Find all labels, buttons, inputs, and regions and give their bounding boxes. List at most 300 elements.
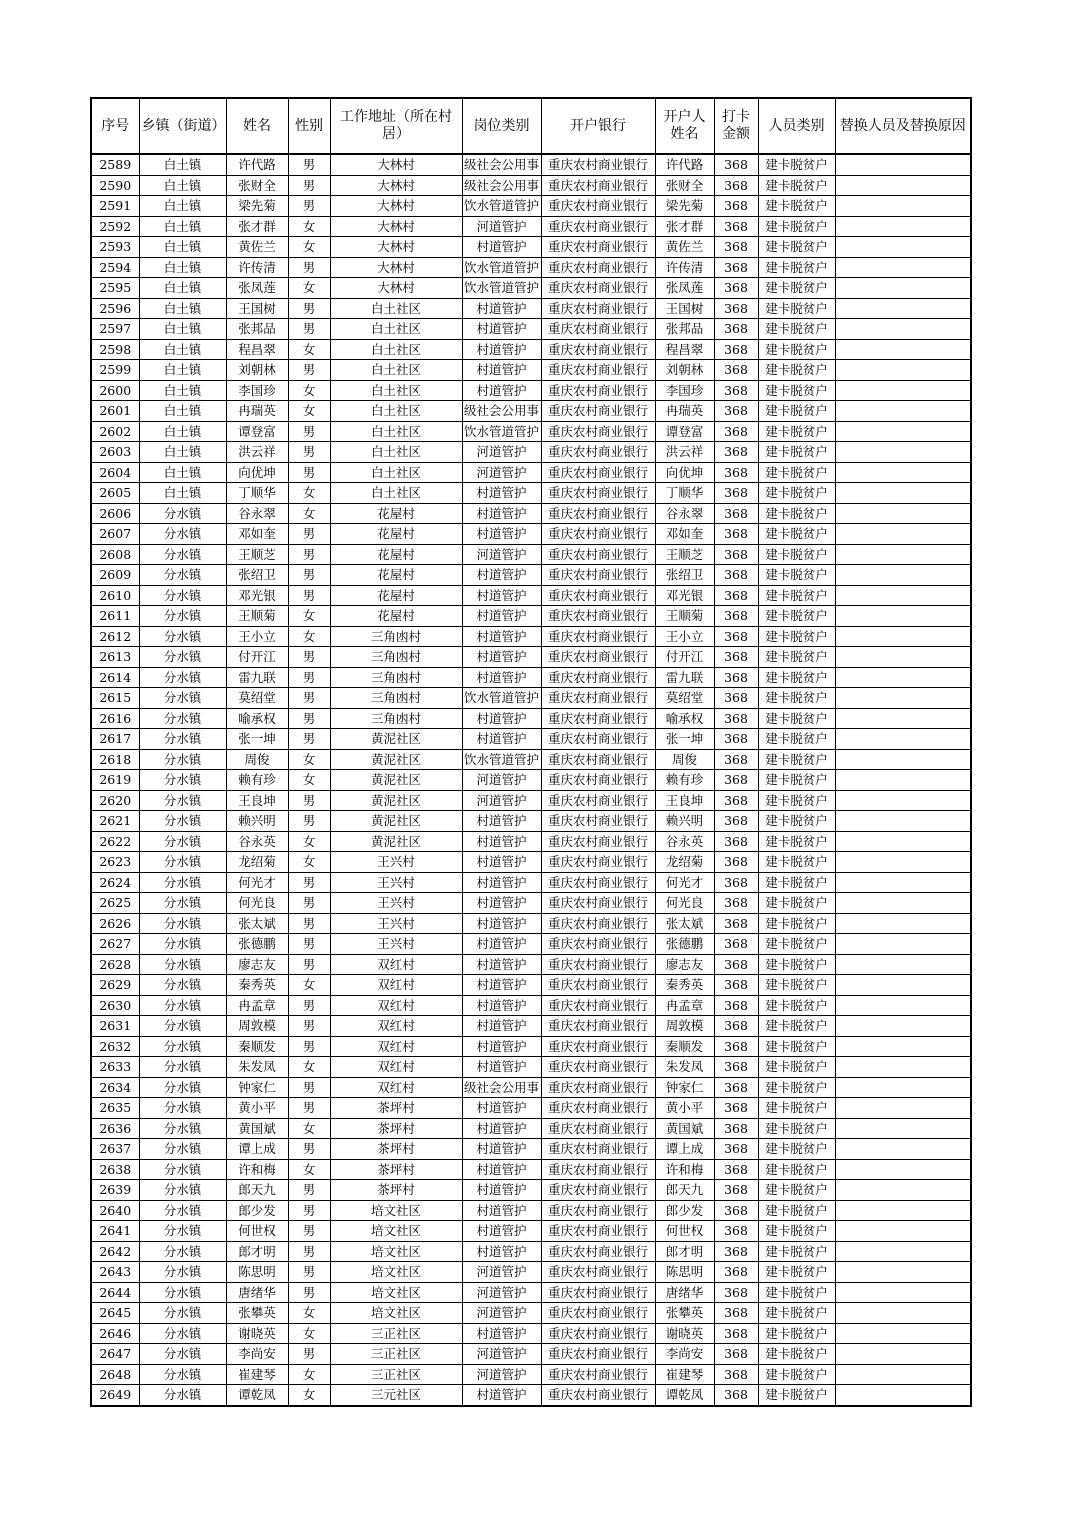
col-header-work-address: 工作地址（所在村居） xyxy=(330,98,462,154)
cell-index: 2595 xyxy=(91,278,139,299)
cell-account-holder: 张财全 xyxy=(655,175,714,196)
cell-amount: 368 xyxy=(714,811,758,832)
cell-account-holder: 周俊 xyxy=(655,749,714,770)
cell-bank: 重庆农村商业银行 xyxy=(541,647,655,668)
col-header-account-holder: 开户人姓名 xyxy=(655,98,714,154)
cell-gender: 女 xyxy=(288,339,330,360)
cell-account-holder: 莫绍堂 xyxy=(655,688,714,709)
table-row xyxy=(91,1262,971,1283)
cell-replacement xyxy=(835,1139,971,1160)
cell-index: 2607 xyxy=(91,524,139,545)
cell-post-category: 河道管护 xyxy=(462,462,541,483)
cell-amount: 368 xyxy=(714,544,758,565)
cell-name: 张才群 xyxy=(226,216,288,237)
cell-name: 王良坤 xyxy=(226,790,288,811)
cell-index: 2643 xyxy=(91,1262,139,1283)
cell-work-address: 白土社区 xyxy=(330,421,462,442)
cell-township: 白土镇 xyxy=(139,319,226,340)
cell-gender: 女 xyxy=(288,1118,330,1139)
cell-replacement xyxy=(835,1221,971,1242)
cell-person-category: 建卡脱贫户 xyxy=(758,1057,835,1078)
cell-index: 2602 xyxy=(91,421,139,442)
cell-account-holder: 雷九联 xyxy=(655,667,714,688)
cell-account-holder: 付开江 xyxy=(655,647,714,668)
cell-person-category: 建卡脱贫户 xyxy=(758,1159,835,1180)
cell-bank: 重庆农村商业银行 xyxy=(541,606,655,627)
cell-name: 钟家仁 xyxy=(226,1077,288,1098)
cell-replacement xyxy=(835,462,971,483)
cell-township: 分水镇 xyxy=(139,606,226,627)
cell-post-category: 级社会公用事 xyxy=(462,1077,541,1098)
cell-name: 张凤莲 xyxy=(226,278,288,299)
cell-post-category: 村道管护 xyxy=(462,954,541,975)
cell-gender: 男 xyxy=(288,1180,330,1201)
table-row xyxy=(91,1057,971,1078)
cell-work-address: 双红村 xyxy=(330,954,462,975)
cell-index: 2596 xyxy=(91,298,139,319)
cell-bank: 重庆农村商业银行 xyxy=(541,708,655,729)
cell-person-category: 建卡脱贫户 xyxy=(758,647,835,668)
cell-person-category: 建卡脱贫户 xyxy=(758,1364,835,1385)
cell-gender: 男 xyxy=(288,298,330,319)
cell-post-category: 村道管护 xyxy=(462,339,541,360)
cell-account-holder: 张凤莲 xyxy=(655,278,714,299)
cell-replacement xyxy=(835,1241,971,1262)
cell-post-category: 村道管护 xyxy=(462,360,541,381)
cell-index: 2649 xyxy=(91,1385,139,1406)
cell-work-address: 培文社区 xyxy=(330,1282,462,1303)
cell-replacement xyxy=(835,319,971,340)
cell-name: 谷永英 xyxy=(226,831,288,852)
cell-post-category: 河道管护 xyxy=(462,1364,541,1385)
cell-account-holder: 谢晓英 xyxy=(655,1323,714,1344)
cell-amount: 368 xyxy=(714,852,758,873)
table-row xyxy=(91,770,971,791)
cell-bank: 重庆农村商业银行 xyxy=(541,770,655,791)
cell-bank: 重庆农村商业银行 xyxy=(541,1118,655,1139)
col-header-person-category: 人员类别 xyxy=(758,98,835,154)
cell-amount: 368 xyxy=(714,442,758,463)
table-row xyxy=(91,606,971,627)
cell-amount: 368 xyxy=(714,298,758,319)
cell-township: 分水镇 xyxy=(139,1159,226,1180)
cell-township: 白土镇 xyxy=(139,298,226,319)
cell-amount: 368 xyxy=(714,1159,758,1180)
cell-work-address: 三角凼村 xyxy=(330,667,462,688)
cell-work-address: 黄泥社区 xyxy=(330,831,462,852)
cell-name: 陈思明 xyxy=(226,1262,288,1283)
cell-name: 冉孟章 xyxy=(226,995,288,1016)
cell-index: 2628 xyxy=(91,954,139,975)
cell-replacement xyxy=(835,175,971,196)
col-header-gender: 性别 xyxy=(288,98,330,154)
col-header-post-category: 岗位类别 xyxy=(462,98,541,154)
table-row xyxy=(91,790,971,811)
cell-index: 2621 xyxy=(91,811,139,832)
cell-person-category: 建卡脱贫户 xyxy=(758,831,835,852)
cell-name: 郎天九 xyxy=(226,1180,288,1201)
cell-work-address: 大林村 xyxy=(330,175,462,196)
cell-bank: 重庆农村商业银行 xyxy=(541,872,655,893)
table-row xyxy=(91,1221,971,1242)
cell-person-category: 建卡脱贫户 xyxy=(758,708,835,729)
cell-replacement xyxy=(835,811,971,832)
cell-township: 分水镇 xyxy=(139,1262,226,1283)
table-row xyxy=(91,1344,971,1365)
cell-index: 2605 xyxy=(91,483,139,504)
cell-person-category: 建卡脱贫户 xyxy=(758,154,835,175)
table-row xyxy=(91,1282,971,1303)
cell-post-category: 饮水管道管护 xyxy=(462,749,541,770)
cell-amount: 368 xyxy=(714,1241,758,1262)
cell-township: 分水镇 xyxy=(139,524,226,545)
cell-index: 2648 xyxy=(91,1364,139,1385)
cell-post-category: 饮水管道管护 xyxy=(462,196,541,217)
table-row xyxy=(91,380,971,401)
cell-amount: 368 xyxy=(714,175,758,196)
cell-index: 2615 xyxy=(91,688,139,709)
cell-name: 赖兴明 xyxy=(226,811,288,832)
cell-bank: 重庆农村商业银行 xyxy=(541,667,655,688)
cell-replacement xyxy=(835,1016,971,1037)
cell-replacement xyxy=(835,667,971,688)
cell-index: 2636 xyxy=(91,1118,139,1139)
cell-township: 分水镇 xyxy=(139,934,226,955)
table-row xyxy=(91,1364,971,1385)
cell-township: 白土镇 xyxy=(139,154,226,175)
cell-amount: 368 xyxy=(714,749,758,770)
cell-account-holder: 张绍卫 xyxy=(655,565,714,586)
cell-account-holder: 王良坤 xyxy=(655,790,714,811)
cell-township: 分水镇 xyxy=(139,667,226,688)
cell-account-holder: 龙绍菊 xyxy=(655,852,714,873)
cell-township: 分水镇 xyxy=(139,1036,226,1057)
cell-bank: 重庆农村商业银行 xyxy=(541,688,655,709)
cell-post-category: 村道管护 xyxy=(462,811,541,832)
cell-amount: 368 xyxy=(714,257,758,278)
cell-bank: 重庆农村商业银行 xyxy=(541,1323,655,1344)
cell-account-holder: 张才群 xyxy=(655,216,714,237)
cell-amount: 368 xyxy=(714,503,758,524)
cell-bank: 重庆农村商业银行 xyxy=(541,790,655,811)
cell-amount: 368 xyxy=(714,647,758,668)
cell-account-holder: 钟家仁 xyxy=(655,1077,714,1098)
cell-account-holder: 喻承权 xyxy=(655,708,714,729)
cell-township: 白土镇 xyxy=(139,216,226,237)
cell-account-holder: 郎少发 xyxy=(655,1200,714,1221)
cell-index: 2620 xyxy=(91,790,139,811)
cell-index: 2633 xyxy=(91,1057,139,1078)
cell-index: 2637 xyxy=(91,1139,139,1160)
cell-person-category: 建卡脱贫户 xyxy=(758,975,835,996)
cell-gender: 男 xyxy=(288,1016,330,1037)
cell-bank: 重庆农村商业银行 xyxy=(541,1221,655,1242)
cell-replacement xyxy=(835,360,971,381)
cell-amount: 368 xyxy=(714,339,758,360)
table-row xyxy=(91,216,971,237)
cell-township: 分水镇 xyxy=(139,1098,226,1119)
cell-person-category: 建卡脱贫户 xyxy=(758,1323,835,1344)
cell-replacement xyxy=(835,196,971,217)
cell-person-category: 建卡脱贫户 xyxy=(758,1385,835,1406)
cell-work-address: 三角凼村 xyxy=(330,647,462,668)
cell-name: 何光才 xyxy=(226,872,288,893)
cell-person-category: 建卡脱贫户 xyxy=(758,483,835,504)
cell-replacement xyxy=(835,831,971,852)
cell-post-category: 村道管护 xyxy=(462,913,541,934)
cell-bank: 重庆农村商业银行 xyxy=(541,1139,655,1160)
cell-index: 2616 xyxy=(91,708,139,729)
cell-township: 分水镇 xyxy=(139,749,226,770)
table-row xyxy=(91,1200,971,1221)
col-header-replacement: 替换人员及替换原因 xyxy=(835,98,971,154)
cell-township: 分水镇 xyxy=(139,1139,226,1160)
cell-replacement xyxy=(835,934,971,955)
cell-post-category: 河道管护 xyxy=(462,790,541,811)
cell-gender: 男 xyxy=(288,729,330,750)
cell-township: 分水镇 xyxy=(139,1057,226,1078)
cell-replacement xyxy=(835,442,971,463)
cell-gender: 男 xyxy=(288,544,330,565)
cell-name: 丁顺华 xyxy=(226,483,288,504)
cell-person-category: 建卡脱贫户 xyxy=(758,1098,835,1119)
cell-person-category: 建卡脱贫户 xyxy=(758,1262,835,1283)
cell-person-category: 建卡脱贫户 xyxy=(758,503,835,524)
cell-account-holder: 黄小平 xyxy=(655,1098,714,1119)
cell-person-category: 建卡脱贫户 xyxy=(758,852,835,873)
cell-person-category: 建卡脱贫户 xyxy=(758,175,835,196)
cell-township: 分水镇 xyxy=(139,565,226,586)
cell-index: 2601 xyxy=(91,401,139,422)
cell-person-category: 建卡脱贫户 xyxy=(758,237,835,258)
cell-work-address: 茶坪村 xyxy=(330,1159,462,1180)
cell-amount: 368 xyxy=(714,667,758,688)
cell-work-address: 王兴村 xyxy=(330,852,462,873)
cell-work-address: 茶坪村 xyxy=(330,1139,462,1160)
cell-amount: 368 xyxy=(714,975,758,996)
cell-work-address: 三正社区 xyxy=(330,1344,462,1365)
cell-gender: 女 xyxy=(288,483,330,504)
cell-work-address: 培文社区 xyxy=(330,1241,462,1262)
cell-bank: 重庆农村商业银行 xyxy=(541,852,655,873)
cell-township: 分水镇 xyxy=(139,954,226,975)
cell-bank: 重庆农村商业银行 xyxy=(541,1077,655,1098)
cell-gender: 男 xyxy=(288,688,330,709)
table-row xyxy=(91,749,971,770)
cell-replacement xyxy=(835,1385,971,1406)
cell-person-category: 建卡脱贫户 xyxy=(758,1200,835,1221)
cell-amount: 368 xyxy=(714,1364,758,1385)
cell-post-category: 河道管护 xyxy=(462,1344,541,1365)
cell-amount: 368 xyxy=(714,216,758,237)
cell-account-holder: 谭登富 xyxy=(655,421,714,442)
cell-post-category: 村道管护 xyxy=(462,626,541,647)
cell-replacement xyxy=(835,278,971,299)
cell-replacement xyxy=(835,503,971,524)
cell-index: 2617 xyxy=(91,729,139,750)
cell-post-category: 村道管护 xyxy=(462,524,541,545)
cell-person-category: 建卡脱贫户 xyxy=(758,1344,835,1365)
cell-name: 赖有珍 xyxy=(226,770,288,791)
cell-replacement xyxy=(835,1344,971,1365)
cell-post-category: 村道管护 xyxy=(462,934,541,955)
table-row xyxy=(91,975,971,996)
cell-name: 唐绪华 xyxy=(226,1282,288,1303)
cell-work-address: 培文社区 xyxy=(330,1303,462,1324)
cell-index: 2639 xyxy=(91,1180,139,1201)
cell-post-category: 村道管护 xyxy=(462,647,541,668)
cell-gender: 男 xyxy=(288,1200,330,1221)
cell-account-holder: 朱发凤 xyxy=(655,1057,714,1078)
cell-amount: 368 xyxy=(714,585,758,606)
cell-post-category: 村道管护 xyxy=(462,729,541,750)
cell-gender: 男 xyxy=(288,462,330,483)
cell-gender: 女 xyxy=(288,831,330,852)
cell-name: 张邦品 xyxy=(226,319,288,340)
cell-bank: 重庆农村商业银行 xyxy=(541,565,655,586)
cell-replacement xyxy=(835,770,971,791)
table-row xyxy=(91,360,971,381)
cell-gender: 女 xyxy=(288,237,330,258)
cell-gender: 男 xyxy=(288,1241,330,1262)
cell-replacement xyxy=(835,954,971,975)
cell-account-holder: 张攀英 xyxy=(655,1303,714,1324)
cell-gender: 男 xyxy=(288,893,330,914)
cell-amount: 368 xyxy=(714,688,758,709)
cell-name: 秦顺发 xyxy=(226,1036,288,1057)
table-row xyxy=(91,401,971,422)
cell-post-category: 村道管护 xyxy=(462,1016,541,1037)
cell-post-category: 村道管护 xyxy=(462,1385,541,1406)
cell-post-category: 村道管护 xyxy=(462,667,541,688)
cell-bank: 重庆农村商业银行 xyxy=(541,1262,655,1283)
cell-post-category: 河道管护 xyxy=(462,544,541,565)
table-row xyxy=(91,565,971,586)
cell-township: 白土镇 xyxy=(139,360,226,381)
cell-index: 2612 xyxy=(91,626,139,647)
cell-replacement xyxy=(835,1159,971,1180)
cell-bank: 重庆农村商业银行 xyxy=(541,237,655,258)
cell-index: 2613 xyxy=(91,647,139,668)
cell-post-category: 河道管护 xyxy=(462,1303,541,1324)
cell-work-address: 双红村 xyxy=(330,975,462,996)
cell-post-category: 级社会公用事 xyxy=(462,154,541,175)
cell-township: 分水镇 xyxy=(139,708,226,729)
cell-index: 2642 xyxy=(91,1241,139,1262)
cell-work-address: 王兴村 xyxy=(330,913,462,934)
cell-replacement xyxy=(835,237,971,258)
cell-bank: 重庆农村商业银行 xyxy=(541,462,655,483)
cell-account-holder: 郎天九 xyxy=(655,1180,714,1201)
cell-township: 白土镇 xyxy=(139,401,226,422)
cell-replacement xyxy=(835,1282,971,1303)
col-header-township: 乡镇（街道） xyxy=(139,98,226,154)
cell-index: 2640 xyxy=(91,1200,139,1221)
cell-bank: 重庆农村商业银行 xyxy=(541,1241,655,1262)
cell-post-category: 村道管护 xyxy=(462,1200,541,1221)
cell-work-address: 三正社区 xyxy=(330,1364,462,1385)
cell-account-holder: 李国珍 xyxy=(655,380,714,401)
cell-amount: 368 xyxy=(714,770,758,791)
cell-person-category: 建卡脱贫户 xyxy=(758,893,835,914)
cell-amount: 368 xyxy=(714,196,758,217)
table-row xyxy=(91,667,971,688)
table-row xyxy=(91,934,971,955)
cell-amount: 368 xyxy=(714,1221,758,1242)
cell-bank: 重庆农村商业银行 xyxy=(541,811,655,832)
table-row xyxy=(91,1385,971,1406)
cell-gender: 女 xyxy=(288,852,330,873)
cell-work-address: 白土社区 xyxy=(330,462,462,483)
cell-amount: 368 xyxy=(714,1077,758,1098)
cell-amount: 368 xyxy=(714,154,758,175)
cell-name: 程昌翠 xyxy=(226,339,288,360)
cell-account-holder: 谷永翠 xyxy=(655,503,714,524)
cell-post-category: 级社会公用事 xyxy=(462,175,541,196)
cell-replacement xyxy=(835,995,971,1016)
cell-index: 2609 xyxy=(91,565,139,586)
cell-township: 分水镇 xyxy=(139,893,226,914)
cell-post-category: 村道管护 xyxy=(462,380,541,401)
table-row xyxy=(91,503,971,524)
cell-bank: 重庆农村商业银行 xyxy=(541,380,655,401)
cell-township: 分水镇 xyxy=(139,1180,226,1201)
cell-work-address: 大林村 xyxy=(330,154,462,175)
cell-work-address: 培文社区 xyxy=(330,1262,462,1283)
cell-township: 分水镇 xyxy=(139,1344,226,1365)
cell-index: 2594 xyxy=(91,257,139,278)
cell-post-category: 河道管护 xyxy=(462,770,541,791)
cell-gender: 男 xyxy=(288,257,330,278)
cell-gender: 男 xyxy=(288,1282,330,1303)
cell-work-address: 三元社区 xyxy=(330,1385,462,1406)
cell-name: 谭乾凤 xyxy=(226,1385,288,1406)
cell-bank: 重庆农村商业银行 xyxy=(541,1036,655,1057)
table-row xyxy=(91,524,971,545)
cell-work-address: 白土社区 xyxy=(330,483,462,504)
cell-account-holder: 谭乾凤 xyxy=(655,1385,714,1406)
cell-township: 分水镇 xyxy=(139,1221,226,1242)
cell-work-address: 大林村 xyxy=(330,237,462,258)
cell-gender: 男 xyxy=(288,1036,330,1057)
cell-amount: 368 xyxy=(714,1282,758,1303)
cell-name: 王国树 xyxy=(226,298,288,319)
cell-account-holder: 冉孟章 xyxy=(655,995,714,1016)
cell-amount: 368 xyxy=(714,237,758,258)
cell-account-holder: 崔建琴 xyxy=(655,1364,714,1385)
cell-index: 2627 xyxy=(91,934,139,955)
cell-name: 黄小平 xyxy=(226,1098,288,1119)
cell-account-holder: 秦顺发 xyxy=(655,1036,714,1057)
cell-post-category: 村道管护 xyxy=(462,503,541,524)
cell-bank: 重庆农村商业银行 xyxy=(541,216,655,237)
cell-bank: 重庆农村商业银行 xyxy=(541,1016,655,1037)
cell-name: 朱发凤 xyxy=(226,1057,288,1078)
cell-post-category: 饮水管道管护 xyxy=(462,688,541,709)
cell-township: 白土镇 xyxy=(139,339,226,360)
cell-post-category: 村道管护 xyxy=(462,298,541,319)
cell-amount: 368 xyxy=(714,1036,758,1057)
cell-name: 李尚安 xyxy=(226,1344,288,1365)
cell-township: 白土镇 xyxy=(139,462,226,483)
cell-gender: 女 xyxy=(288,503,330,524)
cell-bank: 重庆农村商业银行 xyxy=(541,975,655,996)
cell-replacement xyxy=(835,154,971,175)
cell-name: 黄国斌 xyxy=(226,1118,288,1139)
cell-post-category: 河道管护 xyxy=(462,442,541,463)
cell-replacement xyxy=(835,216,971,237)
table-row xyxy=(91,278,971,299)
